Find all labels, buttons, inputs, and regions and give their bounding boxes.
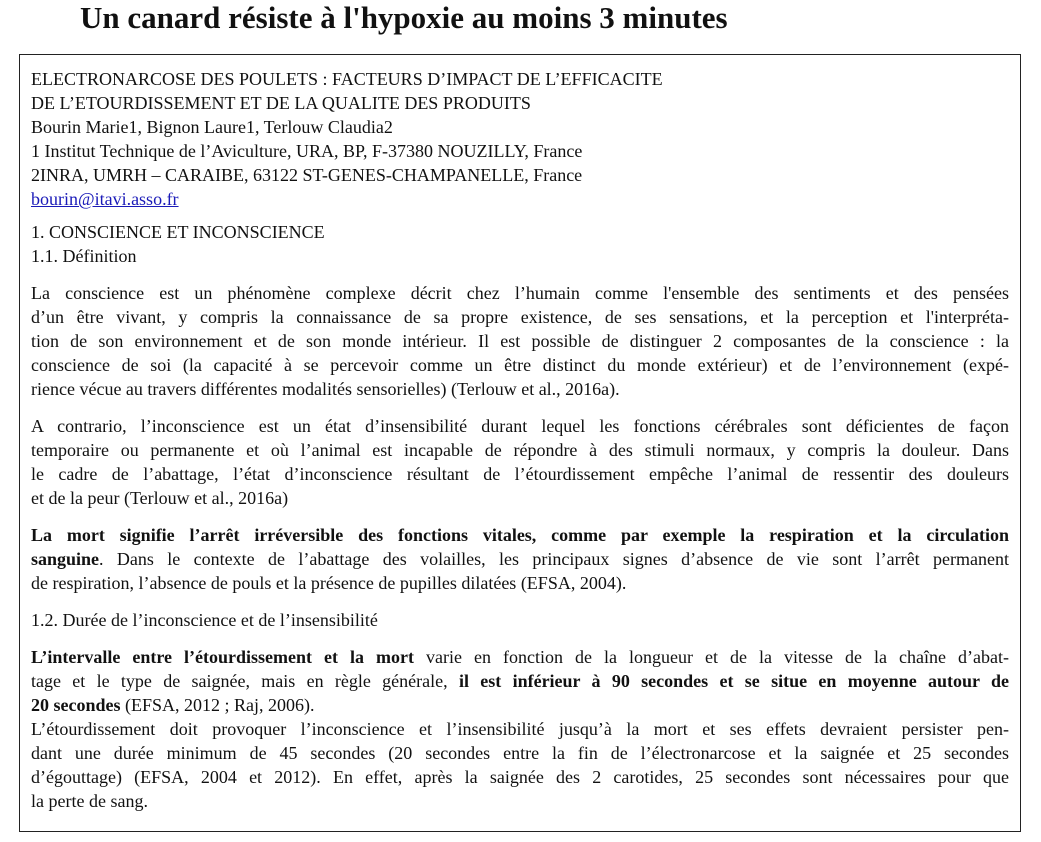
text-line: d’égouttage) (EFSA, 2004 et 2012). En effet, après la saignée des 2 carotides, 25 secondes sont nécessaires pour que [31, 767, 1009, 787]
section-heading: 1. CONSCIENCE ET INCONSCIENCE [31, 222, 325, 242]
bold-text: L’intervalle entre l’étourdissement et la mort [31, 647, 414, 667]
text-line: le cadre de l’abattage, l’état d’inconscience résultant de l’étourdissement empêche l’animal de ressentir des douleurs [31, 464, 1009, 484]
page-title: Un canard résiste à l'hypoxie au moins 3 minutes [80, 0, 728, 35]
paragraph-conscience [31, 281, 1009, 401]
paragraph-intervalle [31, 645, 1009, 717]
document-excerpt-box [19, 54, 1021, 832]
text-line: rience vécue au travers différentes modalités sensorielles) (Terlouw et al., 2016a). [31, 379, 620, 399]
subsection-heading: 1.2. Durée de l’inconscience et de l’insensibilité [31, 610, 378, 630]
paragraph-inconscience [31, 414, 1009, 510]
bold-text: La mort signifie l’arrêt irréversible des fonctions vitales, comme par exemple la respiration et la circulation [31, 525, 1009, 545]
text-line: L’étourdissement doit provoquer l’inconscience et l’insensibilité jusqu’à la mort et ses effets devraient persister pen- [31, 719, 1009, 739]
bold-text: il est inférieur à 90 secondes et se situe en moyenne autour de [458, 671, 1009, 691]
text-span: varie en fonction de la longueur et de la vitesse de la chaîne d’abat- [413, 647, 1009, 667]
text-line: d’un être vivant, y compris la connaissance de sa propre existence, de ses sensations, et la perception et l'interpréta- [31, 307, 1009, 327]
text-line: A contrario, l’inconscience est un état d’insensibilité durant lequel les fonctions cérébrales sont déficientes de façon [31, 416, 1009, 436]
paper-title-line2: DE L’ETOURDISSEMENT ET DE LA QUALITE DES PRODUITS [31, 93, 531, 113]
paragraph-mort [31, 523, 1009, 595]
text-span: . Dans le contexte de l’abattage des volailles, les principaux signes d’absence de vie sont l’arrêt permanent [99, 549, 1009, 569]
text-span: (EFSA, 2012 ; Raj, 2006). [120, 695, 315, 715]
bold-text: 20 secondes [31, 695, 121, 715]
email-link[interactable]: bourin@itavi.asso.fr [31, 189, 179, 209]
paragraph-etourdissement [31, 717, 1009, 813]
text-line: dant une durée minimum de 45 secondes (20 secondes entre la fin de l’électronarcose et la saignée et 25 secondes [31, 743, 1009, 763]
text-line: temporaire ou permanente et où l’animal est incapable de répondre à des stimuli normaux, y compris la douleur. Dans [31, 440, 1009, 460]
text-line: et de la peur (Terlouw et al., 2016a) [31, 488, 289, 508]
affiliation-2: 2INRA, UMRH – CARAIBE, 63122 ST-GENES-CHAMPANELLE, France [31, 165, 583, 185]
text-line: la perte de sang. [31, 791, 148, 811]
text-line: conscience de soi (la capacité à se percevoir comme un être distinct du monde extérieur) et de l’environnement (expé- [31, 355, 1009, 375]
text-span: tage et le type de saignée, mais en règle générale, [31, 671, 459, 691]
paper-title-line1: ELECTRONARCOSE DES POULETS : FACTEURS D’IMPACT DE L’EFFICACITE [31, 69, 663, 89]
subsection-heading: 1.1. Définition [31, 246, 137, 266]
bold-text: sanguine [31, 549, 100, 569]
text-line: de respiration, l’absence de pouls et la présence de pupilles dilatées (EFSA, 2004). [31, 573, 627, 593]
authors: Bourin Marie1, Bignon Laure1, Terlouw Claudia2 [31, 117, 393, 137]
text-line: La conscience est un phénomène complexe décrit chez l’humain comme l'ensemble des sentiments et des pensées [31, 283, 1009, 303]
text-line: tion de son environnement et de son monde intérieur. Il est possible de distinguer 2 composantes de la conscience : la [31, 331, 1009, 351]
affiliation-1: 1 Institut Technique de l’Aviculture, URA, BP, F-37380 NOUZILLY, France [31, 141, 583, 161]
